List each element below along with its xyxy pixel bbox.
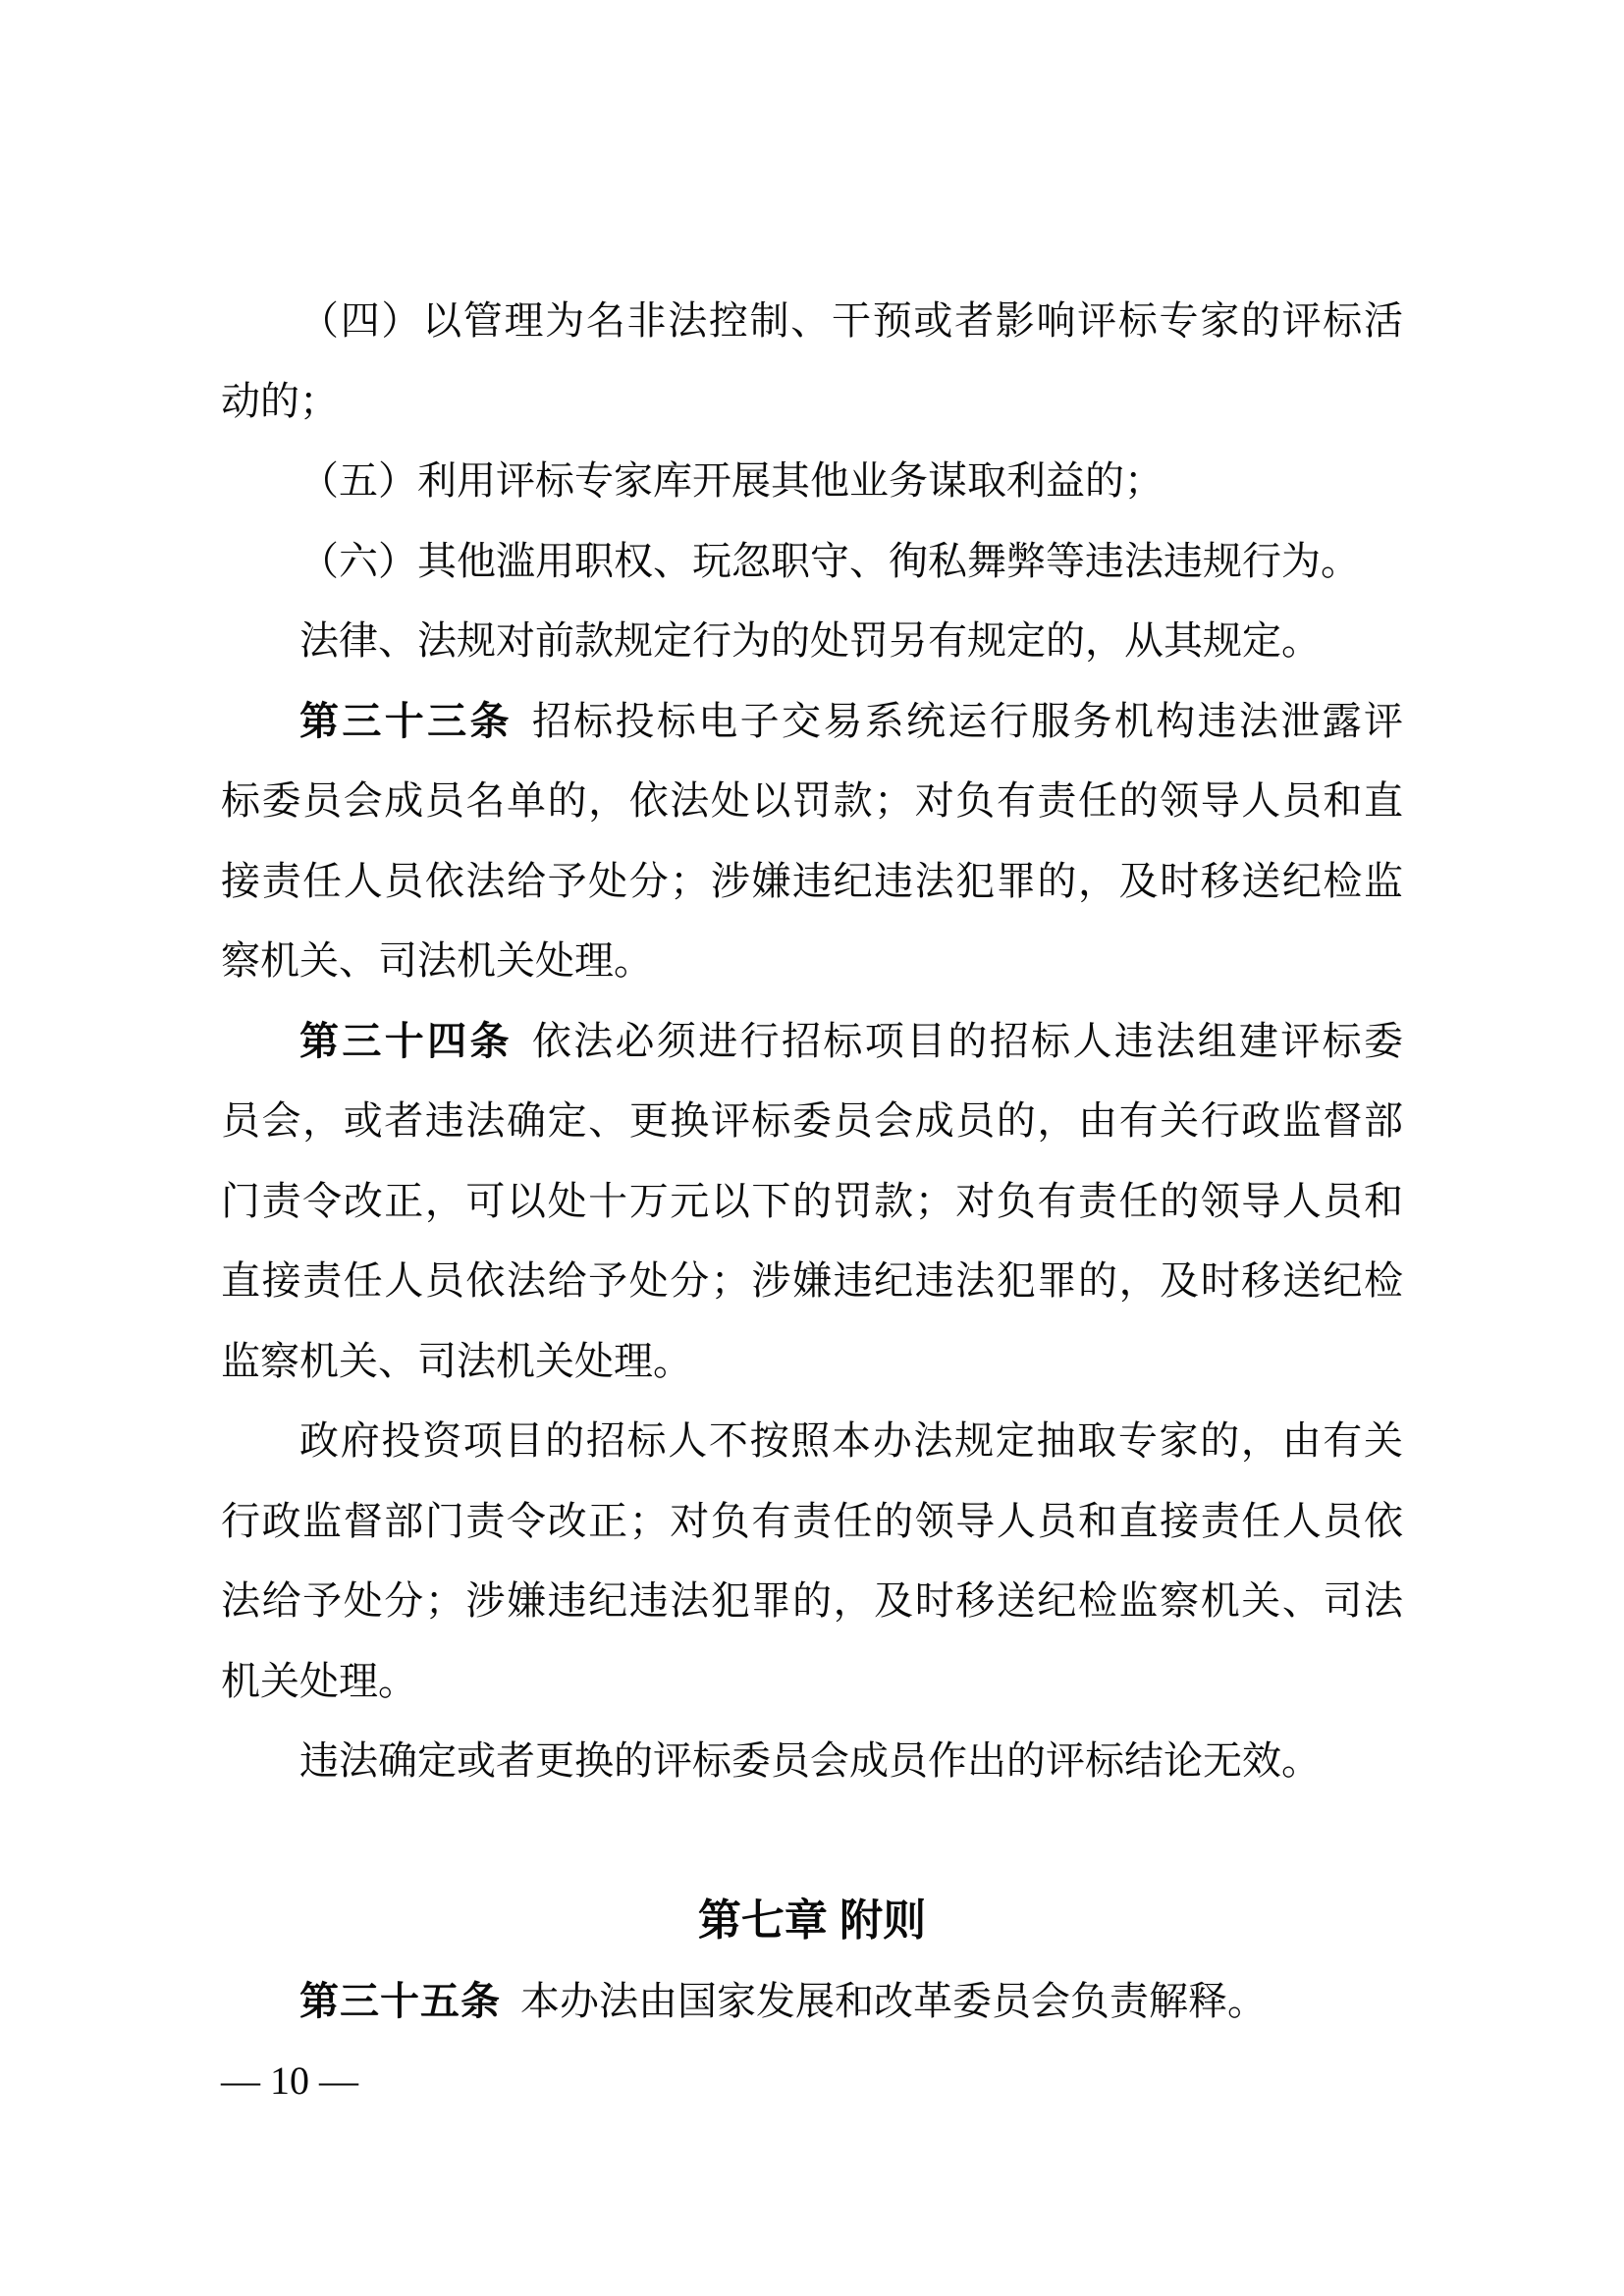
article-34-text-3: 门责令改正，可以处十万元以下的罚款；对负有责任的领导人员和	[221, 1178, 1403, 1223]
article-33-text-1: 招标投标电子交易系统运行服务机构违法泄露评	[531, 698, 1404, 743]
article-35-text: 本办法由国家发展和改革委员会负责解释。	[520, 1978, 1267, 2023]
article-33-text-3: 接责任人员依法给予处分；涉嫌违纪违法犯罪的，及时移送纪检监	[221, 858, 1403, 903]
article-35-line	[221, 1961, 1403, 2042]
article-35-number: 第三十五条	[299, 1979, 501, 2023]
clause-6-text: （六）其他滥用职权、玩忽职守、徇私舞弊等违法违规行为。	[299, 538, 1360, 583]
clause-4-line-1	[221, 281, 1403, 361]
article-34-line-4	[221, 1241, 1403, 1321]
document-body	[221, 281, 1403, 2121]
article-33-line-4	[221, 921, 1403, 1001]
clause-4-text-1: （四）以管理为名非法控制、干预或者影响评标专家的评标活	[299, 298, 1403, 343]
article-34-para2-text-1: 政府投资项目的招标人不按照本办法规定抽取专家的，由有关	[299, 1418, 1403, 1463]
article-34-para2-line-1	[221, 1401, 1403, 1481]
page-number: — 10 —	[221, 2058, 358, 2103]
article-34-para2-line-2	[221, 1481, 1403, 1562]
article-34-para2-line-3	[221, 1561, 1403, 1641]
chapter-7-heading: 第七章 附则	[697, 1896, 927, 1945]
article-34-text-4: 直接责任人员依法给予处分；涉嫌违纪违法犯罪的，及时移送纪检	[221, 1258, 1403, 1303]
article-34-line-2	[221, 1081, 1403, 1161]
article-33-text-4: 察机关、司法机关处理。	[221, 938, 653, 983]
clause-4-line-2	[221, 361, 1403, 442]
article-34-para2-line-4	[221, 1641, 1403, 1722]
clause-5-text: （五）利用评标专家库开展其他业务谋取利益的；	[299, 458, 1164, 503]
article-34-para2-text-2: 行政监督部门责令改正；对负有责任的领导人员和直接责任人员依	[221, 1498, 1403, 1543]
article-33-line-3	[221, 841, 1403, 922]
clause-5-line	[221, 441, 1403, 521]
article-33-line-1	[221, 681, 1403, 762]
article-34-line-5	[221, 1321, 1403, 1402]
article-34-line-1	[221, 1001, 1403, 1082]
article-33-text-2: 标委员会成员名单的，依法处以罚款；对负有责任的领导人员和直	[221, 778, 1403, 823]
proviso-text: 法律、法规对前款规定行为的处罚另有规定的，从其规定。	[299, 618, 1321, 663]
article-34-para3-line	[221, 1721, 1403, 1801]
clause-4-text-2: 动的；	[221, 378, 339, 423]
clause-6-line	[221, 521, 1403, 602]
article-34-text-2: 员会，或者违法确定、更换评标委员会成员的，由有关行政监督部	[221, 1098, 1403, 1143]
article-33-line-2	[221, 761, 1403, 841]
article-34-para2-text-3: 法给予处分；涉嫌违纪违法犯罪的，及时移送纪检监察机关、司法	[221, 1578, 1403, 1623]
article-33-number: 第三十三条	[299, 699, 513, 743]
article-34-para3-text: 违法确定或者更换的评标委员会成员作出的评标结论无效。	[299, 1738, 1321, 1783]
article-34-para2-text-4: 机关处理。	[221, 1658, 417, 1703]
article-34-line-3	[221, 1161, 1403, 1242]
article-34-text-5: 监察机关、司法机关处理。	[221, 1338, 692, 1383]
proviso-line	[221, 601, 1403, 681]
article-34-number: 第三十四条	[299, 1019, 513, 1063]
article-34-text-1: 依法必须进行招标项目的招标人违法组建评标委	[531, 1018, 1404, 1063]
